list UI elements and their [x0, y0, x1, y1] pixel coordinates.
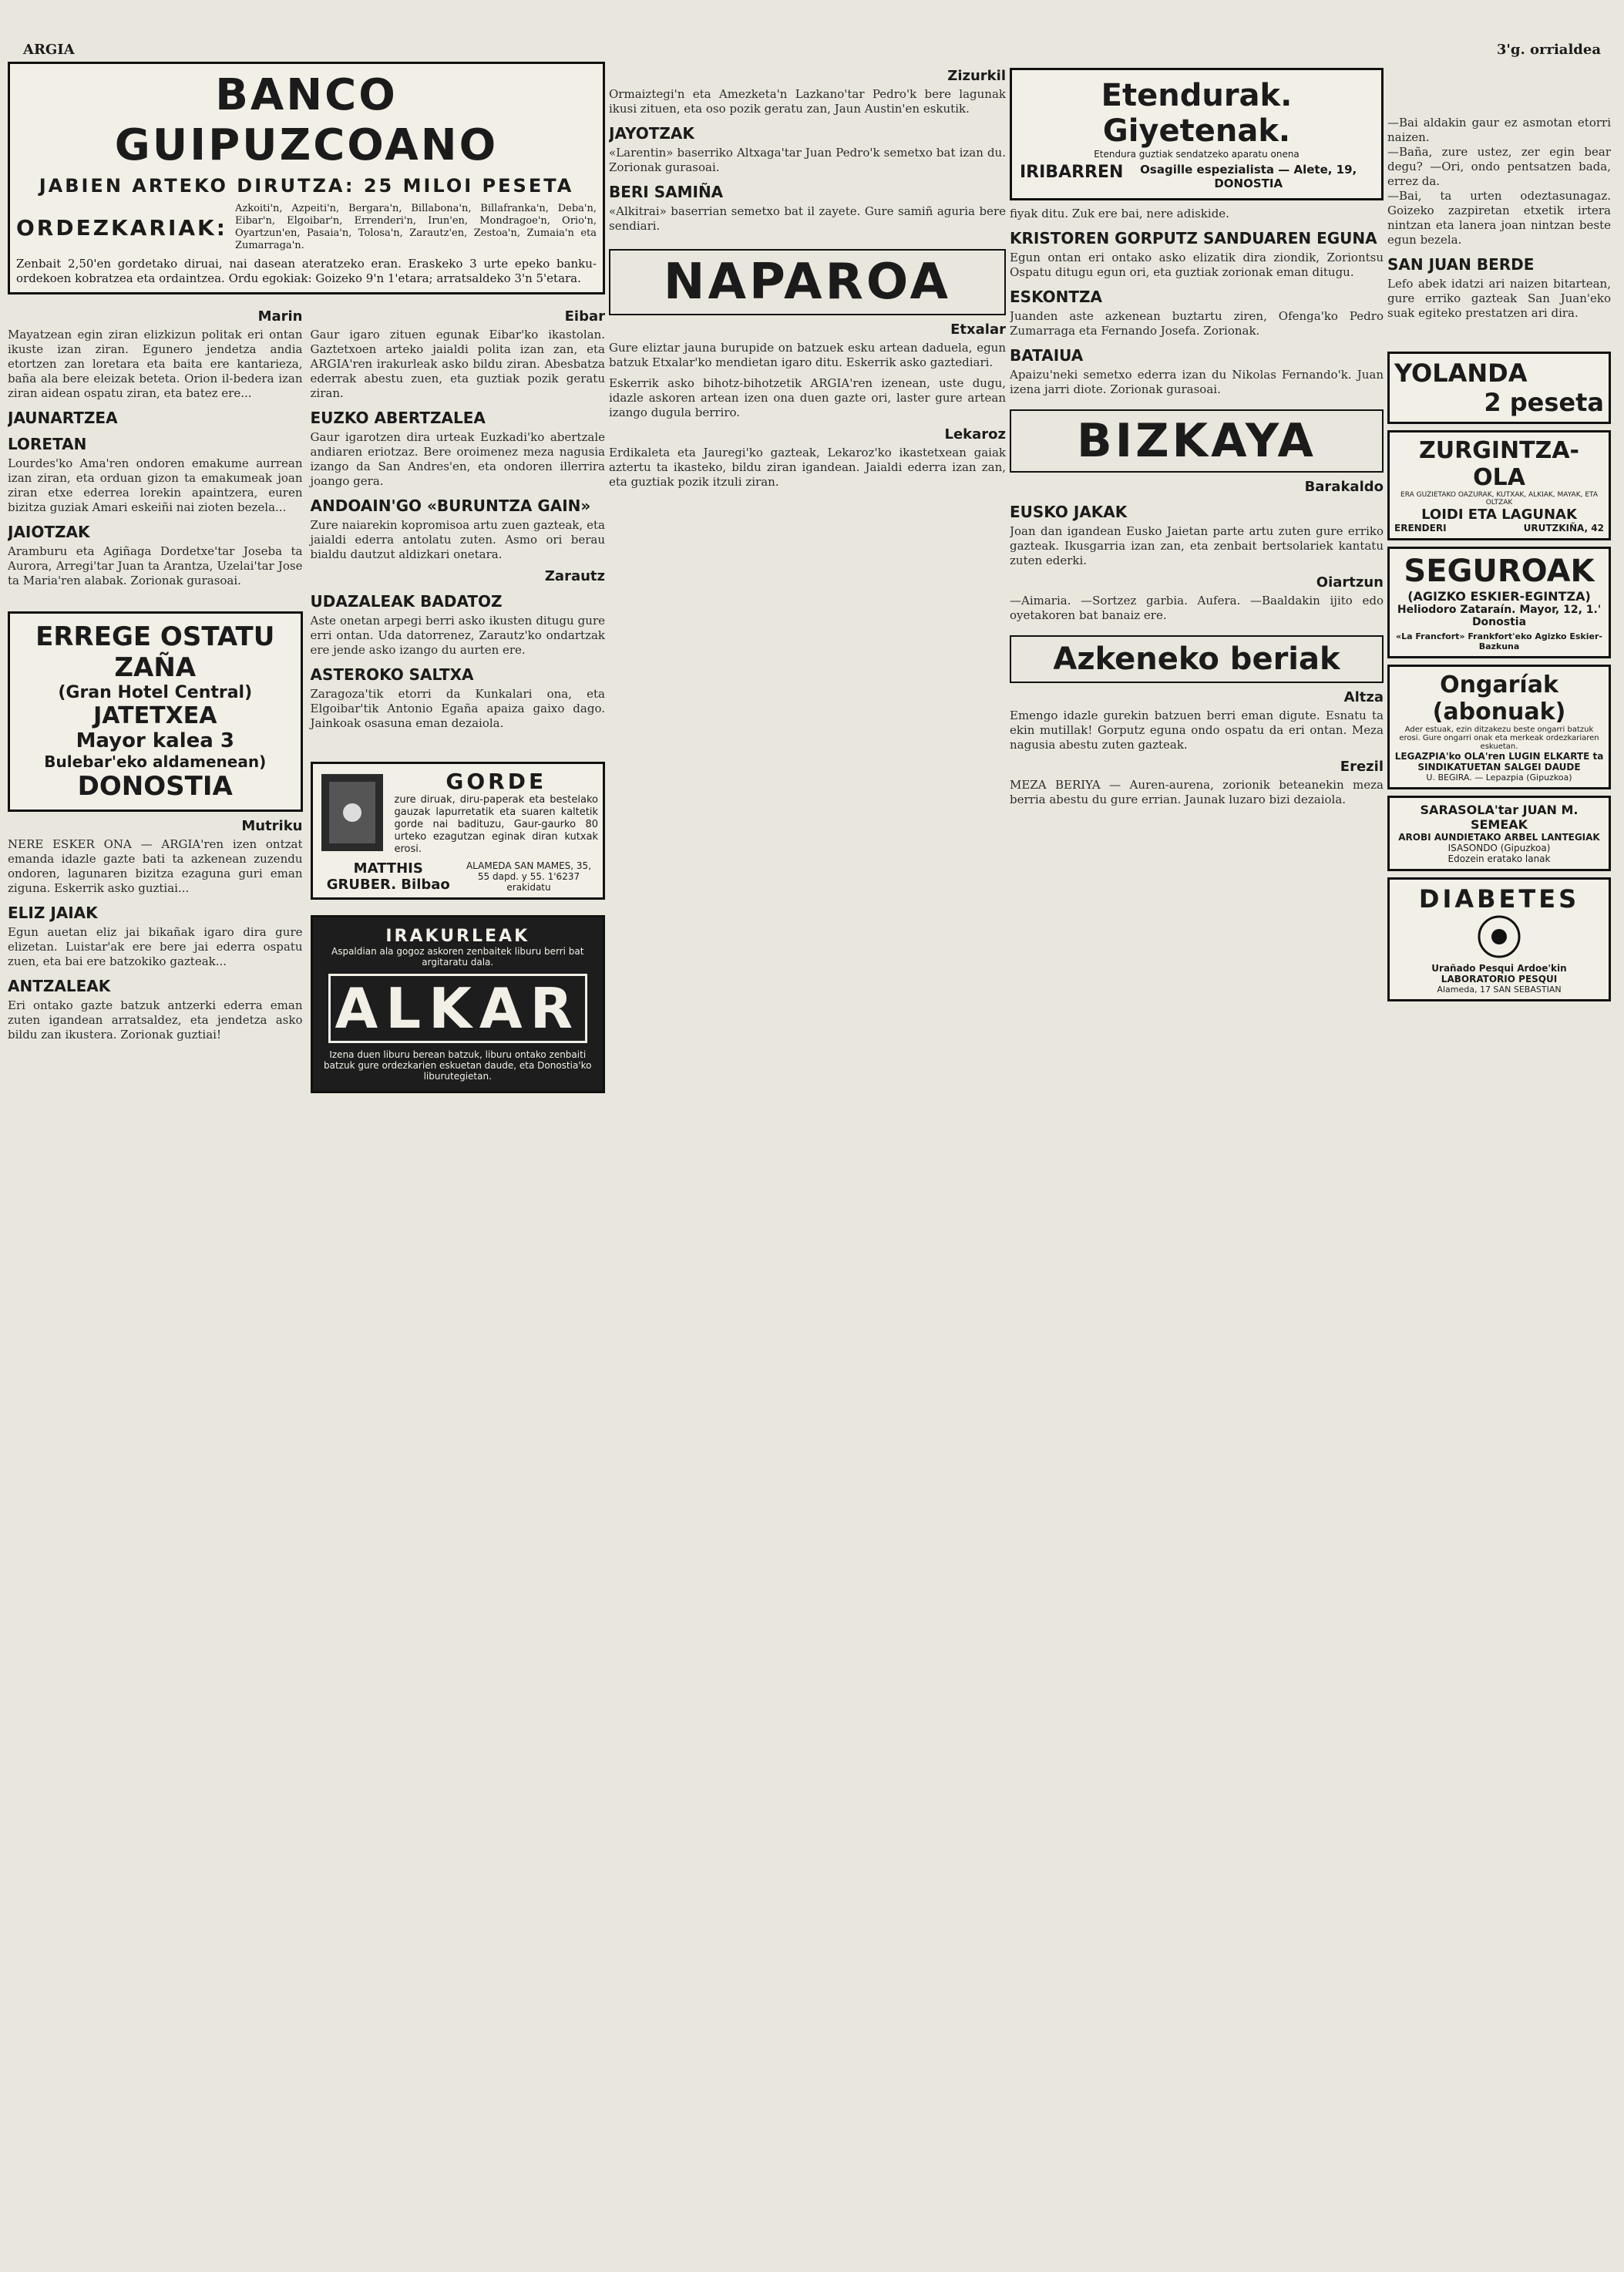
ongarriak-title: Ongaríak (abonuak): [1432, 672, 1566, 725]
place-marin: Marin: [257, 308, 303, 325]
zurgintza-sub: ERA GUZIETAKO OAZURAK, KUTXAK, ALKIAK, MAYAK, ETA OLTZAK: [1400, 491, 1598, 507]
diabetes-title: DIABETES: [1418, 884, 1580, 914]
heading-jaiotzak: JAIOTZAK: [8, 523, 90, 541]
heading-jaunartzea: JAUNARTZEA: [8, 409, 118, 427]
alkar-note: Aspaldian ala gogoz askoren zenbaitek liburu berri bat argitaratu dala.: [331, 946, 584, 968]
place-mutriku: Mutriku: [241, 818, 303, 834]
zurgintza-title: ZURGINTZA-OLA: [1419, 437, 1579, 491]
page-number: 3'g. orrialdea: [1496, 42, 1601, 58]
zurgintza-street: URUTZKIÑA, 42: [1523, 523, 1604, 533]
altza-text: Emengo idazle gurekin batzuen berri eman digute. Esnatu ta ekin mutillak! Gorputz eguna ondo ospatu da eri ontan. Meza nagusia abestu zuten gazteak.: [1010, 709, 1384, 752]
column-3: [1010, 62, 1384, 2241]
eskontza-text: Juanden aste azkenean buztartu ziren, Ofenga'ko Pedro Zumarraga eta Fernando Josefa. Zorionak.: [1010, 309, 1384, 338]
safe-icon: [318, 770, 387, 855]
pesqui-emblem-icon: [1476, 914, 1522, 960]
etendurak-ad: [1010, 68, 1384, 200]
yolanda-title: YOLANDA: [1394, 358, 1528, 388]
san-juan-text: Lefo abek idatzi ari naizen bitartean, gure erriko gazteak San Juan'eko suak egiteko prestatzen ari dira.: [1387, 277, 1611, 320]
banco-title: BANCO GUIPUZCOANO: [114, 70, 499, 170]
place-zizurkil: Zizurkil: [947, 68, 1006, 84]
yolanda-ad: [1387, 352, 1611, 424]
ongarriak-addr: U. BEGIRA. — Lepazpia (Gipuzkoa): [1426, 772, 1572, 783]
seguroak-line: «La Francfort» Frankfort'eko Agizko Eskier-Bazkuna: [1396, 631, 1602, 651]
alkar-ad: [311, 915, 606, 1093]
etendurak-title: Etendurak. Giyetenak.: [1101, 78, 1293, 149]
jayotzak-text: «Larentin» baserriko Altxaga'tar Juan Pedro'k semetxo bat izan du. Zorionak gurasoai.: [609, 146, 1006, 174]
place-erezil: Erezil: [1340, 759, 1384, 775]
eibar-text: Gaur igaro zituen egunak Eibar'ko ikastolan. Gaztetxoen arteko jaialdi polita izan zan, eta ARGIA'ren irakurleak asko bildu ziran. Abesbatza ederrak abestu zuen, eta guztiak pozik geratu ziran.: [310, 328, 605, 400]
gorde-body: zure diruak, diru-paperak eta bestelako gauzak lapurretatik eta suaren kaltetik gorde nai badituzu, Gaur-gaurko 80 urteko ezagutzan eginak diran kutxak erosi.: [394, 794, 598, 855]
heading-beri-samina: BERI SAMIÑA: [609, 183, 724, 201]
diabetes-ad: [1387, 877, 1611, 1001]
heading-antzaleak: ANTZALEAK: [8, 977, 111, 995]
semeak-ad: [1387, 796, 1611, 871]
bizkaya-section-title: BIZKAYA: [1010, 409, 1384, 473]
yolanda-price: 2 peseta: [1484, 388, 1604, 417]
antzaleak-text: Eri ontako gazte batzuk antzerki ederra eman zuten igandean arratsaldez, eta jendetza asko bildu zan ikustera. Zorionak guztiai!: [8, 998, 303, 1042]
column-4: [1387, 62, 1611, 2241]
place-altza: Altza: [1343, 689, 1384, 705]
diabetes-doctor: Urañado Pesqui Ardoe'kin: [1431, 963, 1567, 974]
ostatu-title: ERREGE OSTATU ZAÑA: [35, 621, 275, 683]
udazaleak-text: Aste onetan arpegi berri asko ikusten ditugu gure erri ontan. Uda datorrenez, Zarautz'ko ondartzak ere jende asko izango du aurten ere.: [310, 614, 605, 657]
heading-bataiua: BATAIUA: [1010, 346, 1084, 365]
gorde-title: GORDE: [446, 769, 547, 794]
naparoa-section-title: NAPAROA: [609, 249, 1006, 315]
seguroak-ad: [1387, 547, 1611, 658]
eliz-jaiak-text: Egun auetan eliz jai bikañak igaro dira gure elizetan. Luistar'ak ere bere jai ederra ospatu zuen, eta bai ere batzokiko gazteak...: [8, 925, 303, 968]
zurgintza-ad: [1387, 430, 1611, 540]
zurgintza-place: ERENDERI: [1394, 523, 1447, 533]
azkeneko-berriak-title: Azkeneko beriak: [1010, 635, 1384, 683]
branches-label: ORDEZKARIAK:: [16, 214, 227, 241]
diabetes-addr: Alameda, 17 SAN SEBASTIAN: [1437, 985, 1562, 995]
zurgintza-names: LOIDI ETA LAGUNAK: [1421, 507, 1577, 523]
kristoren-text: Egun ontan eri ontako asko elizatik dira ziondik, Zoriontsu Ospatu ditugu egun ori, eta guztiak zorionak eman ditugu.: [1010, 251, 1384, 279]
banco-capital: JABIEN ARTEKO DIRUTZA: 25 MILOI PESETA: [39, 175, 574, 197]
place-etxalar: Etxalar: [950, 321, 1006, 338]
saltxa-text: Zaragoza'tik etorri da Kunkalari ona, eta Elgoibar'tik Antonio Egaña apaiza gaixo dago. Jainkoak osasuna eman dezaiola.: [310, 687, 605, 730]
ongarriak-line: LEGAZPIA'ko OLA'ren LUGIN ELKARTE ta SINDIKATUETAN SALGEI DAUDE: [1394, 751, 1604, 772]
eusko-jakak-text: Joan dan igandean Eusko Jaietan parte artu zuten gure erriko gazteak. Ikusgarria izan zan, eta zenbait bertsolariek kantatu zuten ederki.: [1010, 524, 1384, 567]
semeak-sub: AROBI AUNDIETAKO ARBEL LANTEGIAK: [1398, 832, 1600, 843]
etendurak-name: IRIBARREN: [1020, 163, 1124, 182]
gorde-addr: ALAMEDA SAN MAMES, 35, 55 dapd. y 55. 1'6237 erakidatu: [466, 860, 592, 893]
etendurak-addr: Osagille espezialista — Alete, 19, DONOSTIA: [1140, 163, 1357, 190]
semeak-title: SARASOLA'tar JUAN M. SEMEAK: [1420, 803, 1579, 832]
col3-text-1: fiyak ditu. Zuk ere bai, nere adiskide.: [1010, 207, 1229, 220]
semeak-place: ISASONDO (Gipuzkoa): [1447, 843, 1551, 853]
heading-buruntza: ANDOAIN'GO «BURUNTZA GAIN»: [310, 496, 591, 515]
col4-text-3: —Bai, ta urten odeztasunagaz. Goizeko zazpiretan etxetik irtera nintzan eta lanera joan nintzan beste egun bezela.: [1387, 189, 1611, 247]
banco-guipuzcoano-ad: [8, 62, 605, 295]
semeak-note: Edozein eratako lanak: [1447, 853, 1551, 864]
alkar-title: ALKAR: [328, 974, 588, 1043]
banco-text: Zenbait 2,50'en gordetako diruai, nai dasean ateratzeko eran. Eraskeko 3 urte epeko banku-ordekoen kobratzea eta ordaintzea. Ordu egokiak: Goizeko 9'n 1'etara; arratsaldeko 3'n 5'etara.: [16, 257, 597, 285]
heading-eusko-jakak: EUSKO JAKAK: [1010, 503, 1128, 521]
alkar-bottom: Izena duen liburu berean batzuk, liburu ontako zenbaiti batzuk gure ordezkarien eskuetan daude, eta Donostia'ko liburutegietan.: [324, 1049, 592, 1082]
mutriku-text: NERE ESKER ONA — ARGIA'ren izen ontzat emanda idazle gazte bati ta azkenean zuzendu ondoren, lagunaren bizitza ezaguna guri eman ziguna. Eskerrik asko guztiai...: [8, 837, 303, 895]
jaiotzak-text: Aramburu eta Agiñaga Dordetxe'tar Joseba ta Aurora, Arregi'tar Juan ta Arantza, Uzelai'tar Jose ta Maria'ren alabak. Zorionak gurasoai.: [8, 544, 303, 587]
buruntza-text: Zure naiarekin kopromisoa artu zuen gazteak, eta jaialdi ederra antolatu zuten. Asmo ori berau bialdu dautzut aldizkari onetara.: [310, 518, 605, 561]
marin-text: Mayatzean egin ziran elizkizun politak eri ontan ikuste izan ziran. Egunero jendetza andia etortzen zan loretara eta baita ere kantarieza, baña ala bere eleizak beteta. Orion il-bedera izan ziran aidean ospatu ziran, eta batez ere...: [8, 328, 303, 400]
ostatu-line2: Mayor kalea 3: [76, 729, 234, 752]
ostatu-line1: JATETXEA: [93, 702, 217, 729]
etendurak-sub: Etendura guztiak sendatzeko aparatu onena: [1094, 149, 1300, 160]
ongarriak-body: Ader estuak, ezin ditzakezu beste ongarri batzuk erosi. Gure ongarri onak eta merkeak ordezkariaren eskuetan.: [1399, 725, 1599, 751]
beri-samina-text: «Alkitrai» baserrian semetxo bat il zayete. Gure samiñ aguria bere sendiari.: [609, 204, 1006, 233]
zizurkil-text: Ormaiztegi'n eta Amezketa'n Lazkano'tar Pedro'k bere lagunak ikusi zituen, eta oso pozik geratu zan, Jaun Austin'en eskutik.: [609, 87, 1006, 116]
etxalar-text: Gure eliztar jauna burupide on batzuek esku artean daduela, egun batzuk Etxalar'ko mendietan igaro ditu. Eskerrik asko gaztediari.: [609, 341, 1006, 369]
gorde-maker: MATTHIS GRUBER. Bilbao: [326, 860, 450, 893]
ostatu-city: DONOSTIA: [77, 771, 233, 802]
seguroak-name: Heliodoro Zataraín. Mayor, 12, 1.' Donostia: [1397, 604, 1602, 628]
abertzalea-text: Gaur igarotzen dira urteak Euzkadi'ko abertzale andiaren eriotzaz. Bere oroimenez meza nagusia izango da San Andres'en, eta ondoren illerrira joango gera.: [310, 430, 605, 488]
heading-euzko-abertzalea: EUZKO ABERTZALEA: [310, 409, 486, 427]
bataiua-text: Apaizu'neki semetxo ederra izan du Nikolas Fernando'k. Juan izena jarri diote. Zorionak gurasoai.: [1010, 368, 1384, 396]
diabetes-lab: LABORATORIO PESQUI: [1441, 974, 1558, 985]
ostatu-line3: Bulebar'eko aldamenean): [44, 752, 267, 771]
alkar-top: IRAKURLEAK: [385, 927, 530, 946]
column-1: [8, 62, 605, 2241]
col4-text-1: —Bai aldakin gaur ez asmotan etorri naizen.: [1387, 116, 1611, 144]
ostatu-sub: (Gran Hotel Central): [58, 683, 253, 702]
gorde-ad: [311, 762, 606, 900]
oiartzun-text: —Aimaria. —Sortzez garbia. Aufera. —Baaldakin ijito edo oyetakoren bat banaiz ere.: [1010, 594, 1384, 622]
newspaper-name: ARGIA: [23, 42, 75, 58]
column-2: [609, 62, 1006, 2241]
errege-ostatu-ad: [8, 611, 303, 812]
branches-list: Azkoiti'n, Azpeiti'n, Bergara'n, Billabona'n, Billafranka'n, Deba'n, Eibar'n, Elgoibar'n, Errenderi'n, Irun'en, Mondragoe'n, Orio'n, Oyartzun'en, Pasaia'n, Tolosa'n, Zarautz'en, Zestoa'n, Zumaia'n eta Zumarraga'n.: [234, 203, 597, 251]
place-eibar: Eibar: [564, 308, 605, 325]
place-lekaroz: Lekaroz: [944, 426, 1006, 443]
erezil-text: MEZA BERIYA — Auren-aurena, zorionik beteanekin meza berria abestu du gure errian. Jaunak luzaro bizi dezaiola.: [1010, 778, 1384, 806]
place-zarautz: Zarautz: [544, 568, 605, 584]
seguroak-title: SEGUROAK: [1404, 554, 1595, 589]
heading-san-juan-berde: SAN JUAN BERDE: [1387, 255, 1535, 274]
loretan-text: Lourdes'ko Ama'ren ondoren emakume aurrean izan ziran, eta orduan gizon ta emakumeak joan ziran etxe ederrea lorekin apaintzera, euren bizitza guziak Amari eskeiñi nai zioten bezela...: [8, 456, 303, 514]
col4-text-2: —Baña, zure ustez, zer egin bear degu? —Ori, ondo pentsatzen bada, errez da.: [1387, 145, 1611, 188]
lekaroz-text: Erdikaleta eta Jauregi'ko gazteak, Lekaroz'ko ikastetxean gaiak aztertu ta ikasteko, bildu ziran igandean. Jaialdi ederra izan zan, eta guztiak pozik itzuli ziran.: [609, 446, 1006, 489]
seguroak-sub: (AGIZKO ESKIER-EGINTZA): [1407, 589, 1591, 604]
page-header: [23, 37, 1601, 60]
place-barakaldo: Barakaldo: [1304, 479, 1384, 495]
heading-kristoren: KRISTOREN GORPUTZ SANDUAREN EGUNA: [1010, 229, 1377, 247]
heading-eliz-jaiak: ELIZ JAIAK: [8, 904, 98, 922]
heading-asteroko-saltxa: ASTEROKO SALTXA: [310, 665, 474, 684]
heading-loretan: LORETAN: [8, 435, 87, 453]
heading-udazaleak: UDAZALEAK BADATOZ: [310, 592, 503, 611]
place-oiartzun: Oiartzun: [1316, 574, 1384, 591]
etxalar-text-2: Eskerrik asko bihotz-bihotzetik ARGIA'ren izenean, uste dugu, idazle askoren artean izen ona duen gazte ori, laster gure artean izango dugula berriro.: [609, 376, 1006, 419]
heading-eskontza: ESKONTZA: [1010, 288, 1103, 306]
heading-jayotzak: JAYOTZAK: [609, 124, 694, 143]
ongarriak-ad: [1387, 665, 1611, 789]
